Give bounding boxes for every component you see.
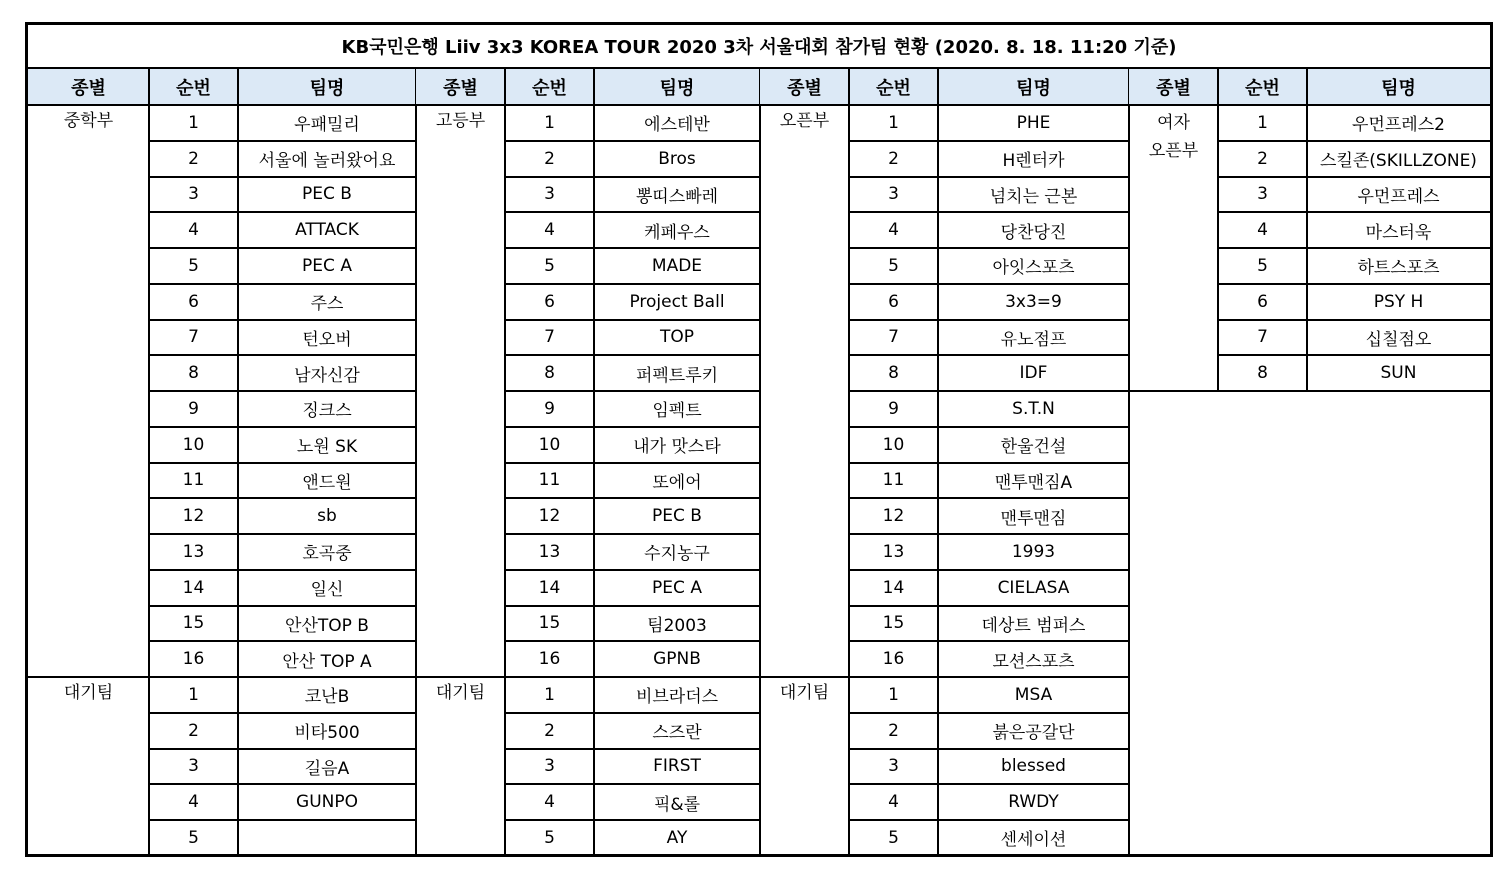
team-order: 5	[888, 255, 899, 276]
waiting-order: 1	[544, 684, 555, 705]
waiting-team-name: RWDY	[1008, 792, 1059, 813]
team-name: 3x3=9	[1005, 291, 1062, 312]
team-order: 15	[182, 613, 205, 634]
column-divider	[937, 69, 939, 856]
row-divider	[849, 855, 1129, 857]
team-order: 6	[188, 291, 199, 312]
team-name: 팀2003	[647, 615, 707, 636]
team-name: PEC A	[302, 255, 352, 276]
team-name: CIELASA	[997, 577, 1070, 598]
team-order: 16	[182, 649, 205, 670]
team-order: 16	[882, 649, 905, 670]
team-name: MADE	[651, 255, 703, 276]
waiting-label: 대기팀	[779, 683, 830, 703]
waiting-team-name: MSA	[1014, 684, 1053, 705]
team-name: Project Ball	[629, 291, 725, 312]
team-order: 11	[538, 470, 561, 491]
header-team: 팀명	[594, 69, 760, 105]
column-divider	[1306, 69, 1308, 391]
team-order: 7	[888, 327, 899, 348]
team-name: 1993	[1011, 541, 1056, 562]
team-order: 2	[188, 148, 199, 169]
team-name: PEC B	[652, 506, 702, 527]
participant-table	[25, 22, 1493, 857]
team-order: 11	[182, 470, 205, 491]
header-division: 종별	[1129, 69, 1218, 105]
team-name: 퍼펙트루키	[635, 365, 719, 386]
team-name: H렌터카	[1002, 151, 1065, 172]
team-order: 13	[882, 541, 905, 562]
team-name: PHE	[1016, 112, 1051, 133]
team-name: 맨투맨짐A	[994, 472, 1073, 493]
team-order: 3	[1257, 184, 1268, 205]
column-divider	[848, 69, 850, 856]
team-order: 3	[188, 184, 199, 205]
team-order: 15	[882, 613, 905, 634]
team-order: 5	[1257, 255, 1268, 276]
team-order: 4	[1257, 220, 1268, 241]
team-order: 12	[882, 506, 905, 527]
waiting-order: 1	[888, 684, 899, 705]
waiting-order: 5	[188, 827, 199, 848]
team-order: 10	[538, 434, 561, 455]
header-order: 순번	[505, 69, 594, 105]
header-order: 순번	[849, 69, 938, 105]
team-name: ATTACK	[295, 220, 359, 241]
team-name: 모션스포츠	[992, 651, 1075, 672]
team-name: 맨투맨짐	[1000, 508, 1067, 529]
team-name: 일신	[310, 580, 344, 601]
team-order: 5	[544, 255, 555, 276]
waiting-order: 2	[188, 720, 199, 741]
team-order: 12	[182, 506, 205, 527]
division-label: 여자 오픈부	[1148, 113, 1199, 161]
team-name: 징크스	[302, 401, 352, 422]
team-order: 6	[888, 291, 899, 312]
team-name: PSY H	[1373, 291, 1424, 312]
row-divider	[149, 855, 416, 857]
team-order: 13	[182, 541, 205, 562]
team-name: 앤드원	[302, 472, 352, 493]
team-name: 남자신감	[294, 365, 360, 386]
waiting-order: 5	[888, 827, 899, 848]
waiting-order: 2	[888, 720, 899, 741]
team-name: 스킬존(SKILLZONE)	[1320, 151, 1477, 172]
waiting-order: 3	[188, 756, 199, 777]
waiting-team-name: AY	[666, 827, 688, 848]
team-name: 마스터욱	[1365, 222, 1432, 243]
team-name: PEC A	[652, 577, 702, 598]
team-order: 1	[888, 112, 899, 133]
team-order: 11	[882, 470, 905, 491]
team-name: 하트스포츠	[1357, 258, 1440, 279]
team-order: 7	[188, 327, 199, 348]
team-order: 1	[1257, 112, 1268, 133]
team-order: 8	[188, 363, 199, 384]
waiting-order: 4	[188, 792, 199, 813]
waiting-order: 2	[544, 720, 555, 741]
column-divider	[593, 69, 595, 856]
waiting-team-name: 길음A	[304, 758, 350, 779]
team-order: 8	[1257, 363, 1268, 384]
team-name: 안산 TOP A	[282, 651, 372, 672]
waiting-label: 대기팀	[63, 683, 114, 703]
team-order: 12	[538, 506, 561, 527]
waiting-team-name	[238, 820, 416, 856]
team-order: 7	[544, 327, 555, 348]
team-order: 9	[544, 398, 555, 419]
team-name: PEC B	[302, 184, 352, 205]
team-name: 또에어	[652, 472, 702, 493]
waiting-team-name: blessed	[1001, 756, 1066, 777]
waiting-order: 1	[188, 684, 199, 705]
team-name: 안산TOP B	[285, 615, 369, 636]
team-name: 서울에 놀러왔어요	[258, 151, 396, 172]
team-name: 턴오버	[302, 329, 352, 350]
team-order: 10	[882, 434, 905, 455]
waiting-team-name: 픽&롤	[653, 794, 701, 815]
row-divider	[416, 676, 505, 678]
waiting-team-name: 비브라더스	[635, 687, 719, 708]
team-name: 당찬당진	[1000, 222, 1067, 243]
team-order: 10	[182, 434, 205, 455]
team-name: 임펙트	[652, 401, 702, 422]
waiting-team-name: 스즈란	[652, 723, 702, 744]
team-order: 8	[544, 363, 555, 384]
team-name: 노원 SK	[296, 437, 358, 458]
team-order: 16	[538, 649, 561, 670]
team-name: GPNB	[653, 649, 701, 670]
page-title: KB국민은행 Liiv 3x3 KOREA TOUR 2020 3차 서울대회 참가팀 현황 (2020. 8. 18. 11:20 기준)	[28, 25, 1490, 69]
team-name: 호곡중	[302, 544, 352, 565]
header-team: 팀명	[1307, 69, 1490, 105]
waiting-team-name: GUNPO	[296, 792, 358, 813]
team-name: SUN	[1380, 363, 1417, 384]
waiting-team-name: 붉은공갈단	[992, 723, 1075, 744]
waiting-order: 3	[888, 756, 899, 777]
team-name: sb	[317, 506, 337, 527]
division-label: 중학부	[63, 111, 114, 131]
row-divider	[28, 104, 1490, 106]
division-label: 오픈부	[779, 111, 830, 131]
header-team: 팀명	[938, 69, 1129, 105]
waiting-label: 대기팀	[435, 683, 486, 703]
team-order: 2	[888, 148, 899, 169]
team-name: 케페우스	[644, 222, 710, 243]
row-divider	[505, 855, 760, 857]
team-name: 유노점프	[1000, 329, 1067, 350]
waiting-order: 4	[544, 792, 555, 813]
team-name: 한울건설	[1000, 437, 1067, 458]
header-division: 종별	[416, 69, 505, 105]
team-name: 뽕띠스빠레	[635, 186, 719, 207]
team-order: 3	[888, 184, 899, 205]
team-order: 1	[188, 112, 199, 133]
team-order: 9	[888, 398, 899, 419]
team-name: TOP	[659, 327, 695, 348]
team-name: IDF	[1019, 363, 1048, 384]
header-order: 순번	[149, 69, 238, 105]
header-division: 종별	[28, 69, 149, 105]
column-divider	[1217, 69, 1219, 391]
team-name: 수지농구	[644, 544, 710, 565]
team-order: 5	[188, 255, 199, 276]
column-divider	[237, 69, 239, 856]
team-name: 십칠점오	[1365, 329, 1432, 350]
team-order: 14	[538, 577, 561, 598]
header-order: 순번	[1218, 69, 1307, 105]
team-order: 4	[188, 220, 199, 241]
column-divider	[504, 69, 506, 856]
header-division: 종별	[760, 69, 849, 105]
waiting-team-name: 비타500	[294, 723, 360, 744]
team-order: 6	[1257, 291, 1268, 312]
waiting-order: 5	[544, 827, 555, 848]
team-name: Bros	[658, 148, 696, 169]
team-name: 우먼프레스	[1357, 186, 1440, 207]
team-order: 15	[538, 613, 561, 634]
team-name: 데상트 범퍼스	[981, 615, 1086, 636]
waiting-team-name: 센세이션	[1000, 830, 1067, 851]
row-divider	[760, 676, 849, 678]
team-order: 3	[544, 184, 555, 205]
team-order: 6	[544, 291, 555, 312]
team-order: 2	[544, 148, 555, 169]
team-name: 에스테반	[644, 115, 710, 136]
team-name: 우패밀리	[294, 115, 360, 136]
header-team: 팀명	[238, 69, 416, 105]
row-divider	[1129, 390, 1490, 392]
waiting-team-name: 코난B	[304, 687, 350, 708]
team-order: 8	[888, 363, 899, 384]
team-name: 우먼프레스2	[1352, 115, 1445, 136]
team-order: 1	[544, 112, 555, 133]
team-order: 9	[188, 398, 199, 419]
team-order: 4	[544, 220, 555, 241]
team-name: 주스	[310, 294, 344, 315]
row-divider	[28, 676, 149, 678]
team-order: 13	[538, 541, 561, 562]
team-name: 내가 맛스타	[633, 437, 721, 458]
division-label: 고등부	[435, 111, 486, 131]
team-name: S.T.N	[1012, 398, 1055, 419]
team-order: 2	[1257, 148, 1268, 169]
column-divider	[148, 69, 150, 856]
waiting-order: 4	[888, 792, 899, 813]
team-name: 넘치는 근본	[989, 186, 1078, 207]
waiting-team-name: FIRST	[653, 756, 701, 777]
team-order: 7	[1257, 327, 1268, 348]
team-order: 14	[182, 577, 205, 598]
waiting-order: 3	[544, 756, 555, 777]
team-name: 아잇스포츠	[992, 258, 1075, 279]
team-order: 14	[882, 577, 905, 598]
team-order: 4	[888, 220, 899, 241]
